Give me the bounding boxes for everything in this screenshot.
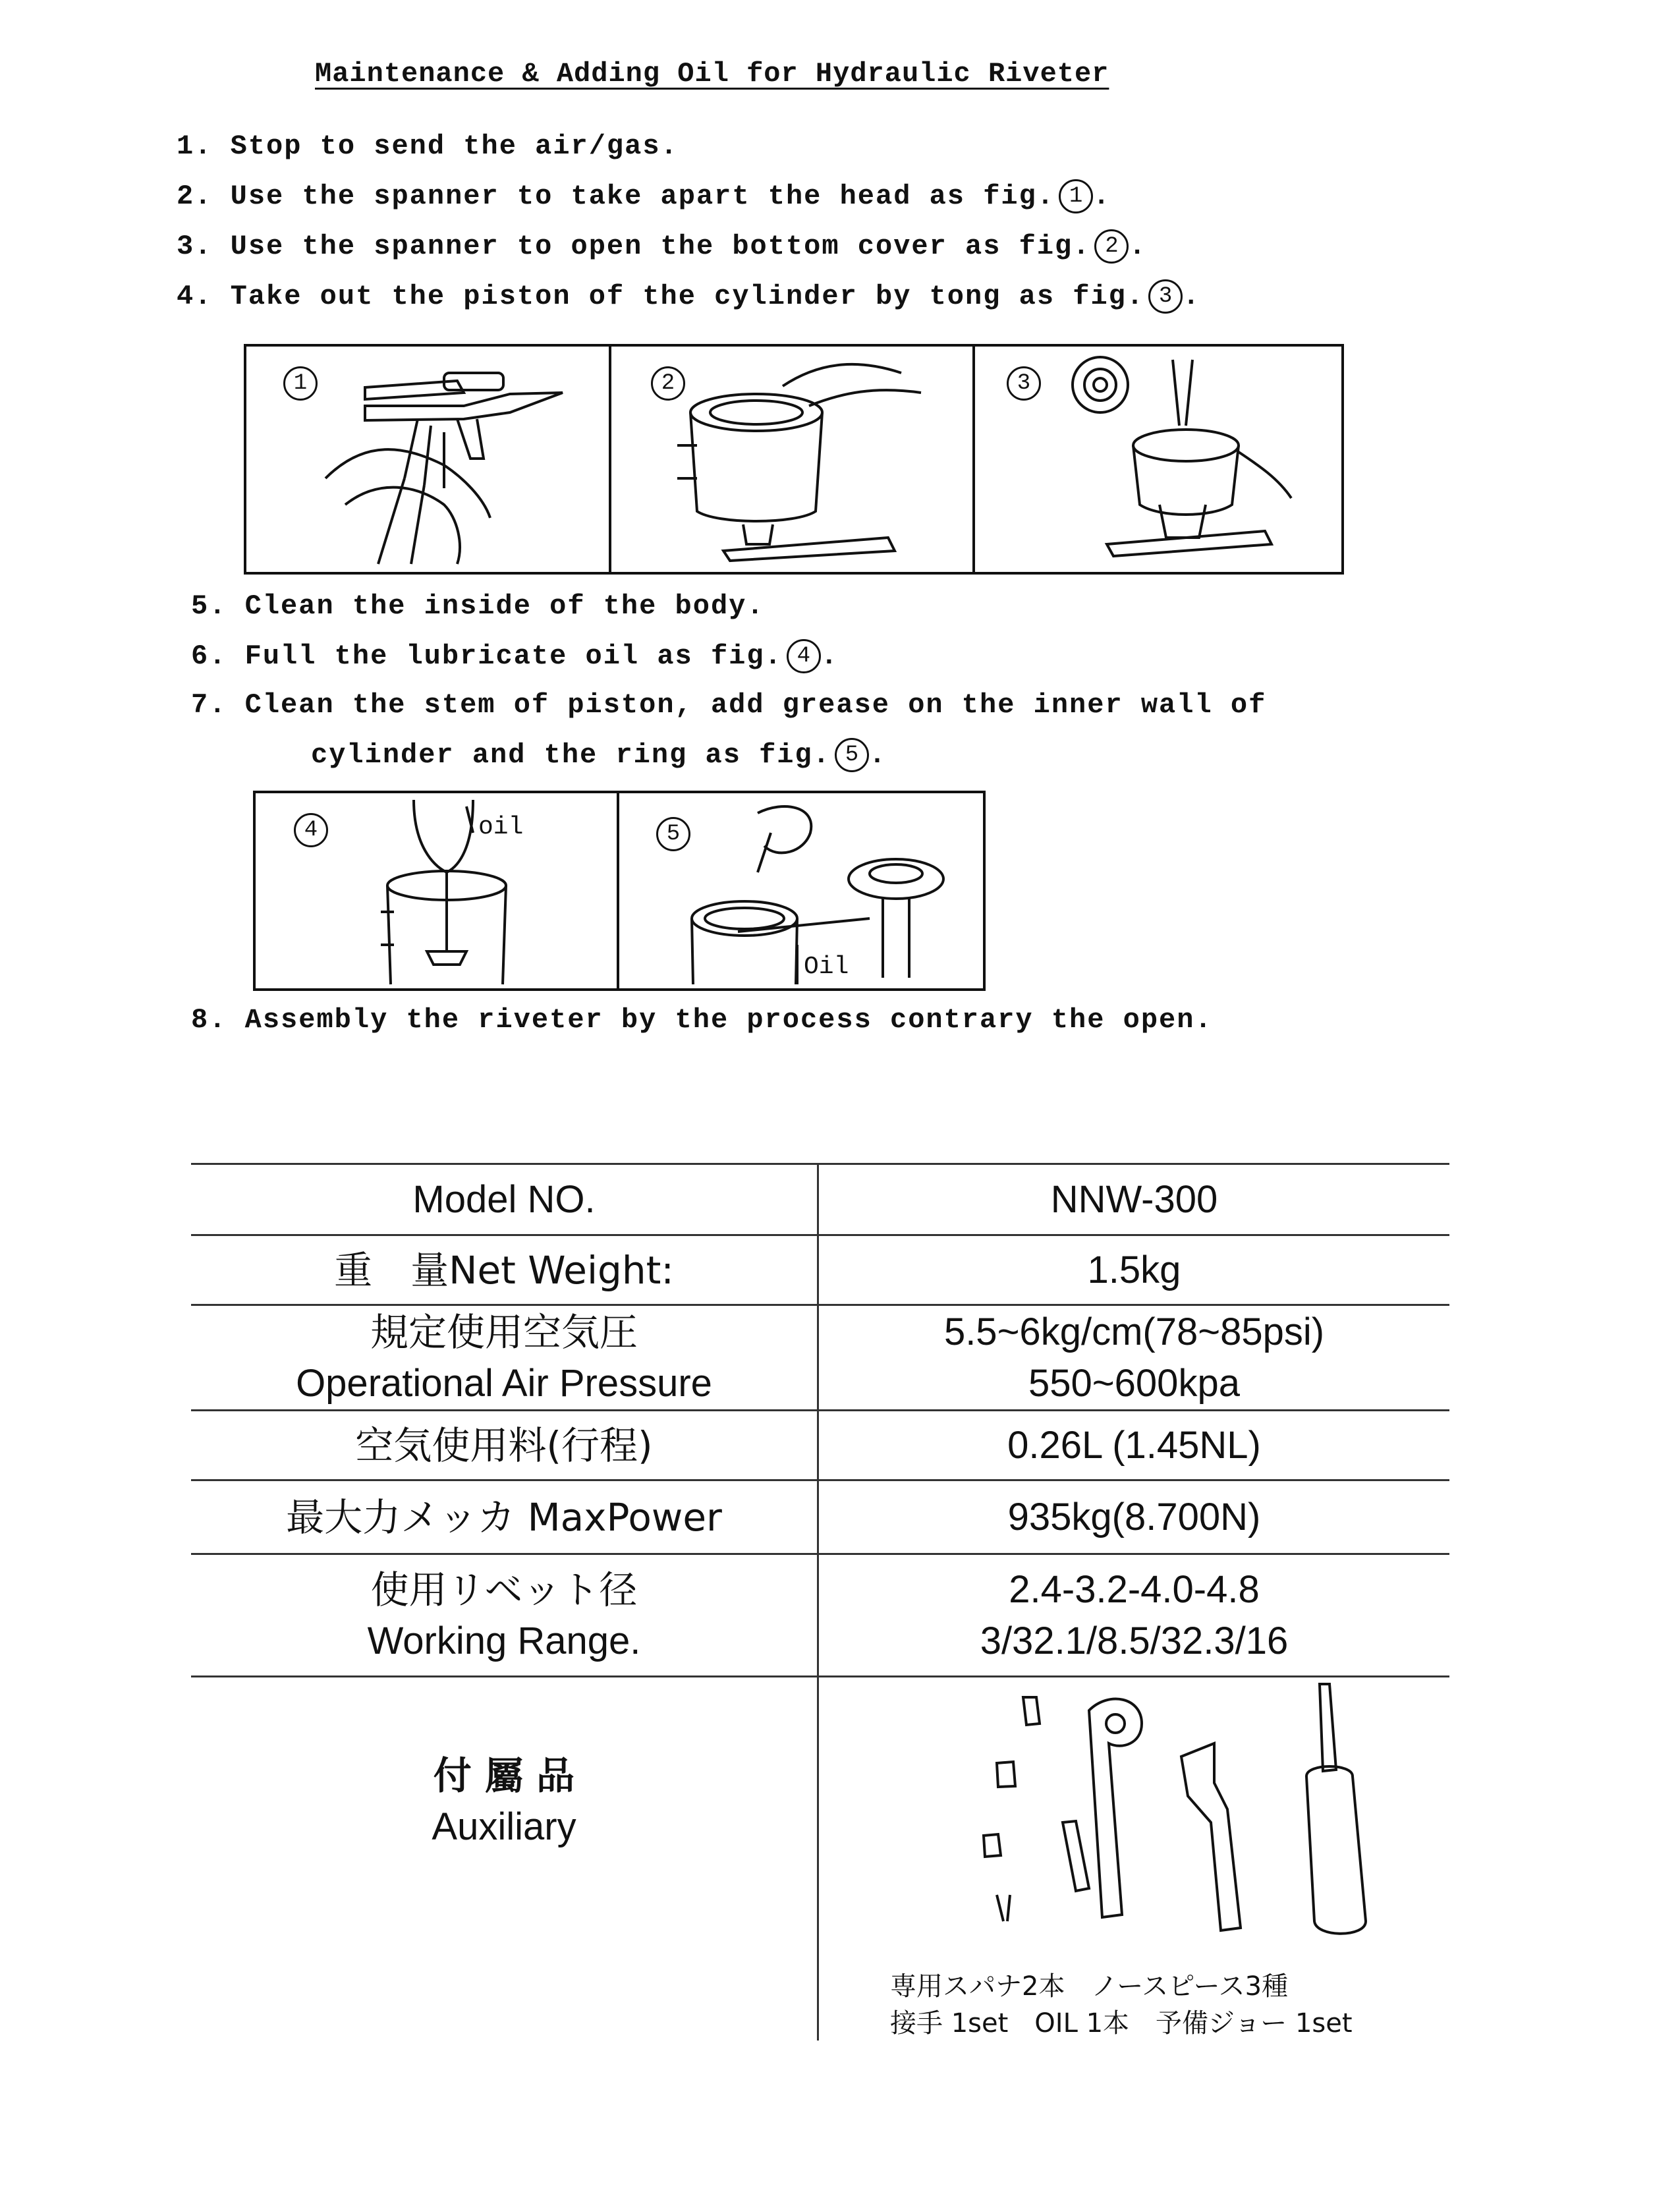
value-text: 0.26L (1.45NL)	[1007, 1423, 1261, 1467]
figure-ref-badge: 4	[787, 639, 821, 673]
step-7	[191, 689, 1266, 721]
figure-1-panel	[246, 347, 609, 572]
oil-label: Oil	[804, 953, 849, 981]
value-text: 550~600kpa	[1028, 1361, 1240, 1405]
spec-row-air-consumption	[191, 1411, 1449, 1480]
grease-application-illustration	[619, 793, 983, 988]
accessories-illustration-cell	[818, 1677, 1450, 2041]
figure-2-panel	[609, 347, 975, 572]
label-text-en: Auxiliary	[432, 1805, 576, 1848]
figure-number-badge: 5	[656, 817, 690, 851]
step-number: 7.	[191, 689, 227, 721]
riveter-head-removal-illustration	[246, 347, 609, 572]
accessory-caption-line-1: 専用スパナ2本 ノースピース3種	[890, 1971, 1289, 2002]
spec-value	[818, 1305, 1450, 1411]
step-text: Take out the piston of the cylinder by tong as fig.	[230, 281, 1145, 313]
step-2	[177, 179, 1111, 213]
step-number: 2.	[177, 181, 213, 213]
step-end-punct: .	[1183, 281, 1201, 313]
step-text: Clean the stem of piston, add grease on the inner wall of	[244, 689, 1267, 721]
step-number: 6.	[191, 640, 227, 673]
spec-value	[818, 1411, 1450, 1480]
spec-value	[818, 1235, 1450, 1305]
oil-filling-illustration	[256, 793, 617, 988]
step-text: Use the spanner to open the bottom cover as fig.	[230, 231, 1091, 263]
label-text-jp: 規定使用空気圧	[370, 1309, 638, 1355]
step-text: Use the spanner to take apart the head as fig.	[230, 181, 1055, 213]
spec-row-auxiliary	[191, 1677, 1449, 2041]
value-text: 1.5kg	[1087, 1248, 1181, 1291]
spec-label	[191, 1164, 818, 1235]
spec-label	[191, 1411, 818, 1480]
label-text-jp: 付 屬 品	[433, 1753, 575, 1798]
specification-table	[191, 1163, 1449, 2039]
label-text: Model NO.	[412, 1177, 596, 1221]
spec-value	[818, 1480, 1450, 1554]
figure-number-badge: 4	[294, 813, 328, 847]
step-number: 3.	[177, 231, 213, 263]
label-text-en: Operational Air Pressure	[296, 1361, 712, 1405]
step-end-punct: .	[868, 739, 887, 772]
spec-row-working-range	[191, 1554, 1449, 1677]
spec-row-weight	[191, 1235, 1449, 1305]
spec-row-air-pressure	[191, 1305, 1449, 1411]
figure-number-badge: 3	[1007, 366, 1041, 401]
value-text: 2.4-3.2-4.0-4.8	[1009, 1567, 1260, 1611]
step-number: 5.	[191, 590, 227, 622]
spec-row-max-power	[191, 1480, 1449, 1554]
step-number: 1.	[177, 130, 213, 162]
page-title: Maintenance & Adding Oil for Hydraulic Riveter	[315, 58, 1109, 90]
spec-value	[818, 1164, 1450, 1235]
spec-value	[818, 1554, 1450, 1677]
figure-ref-badge: 5	[835, 738, 869, 772]
accessory-caption-line-2: 接手 1set OIL 1本 予備ジョー 1set	[890, 2008, 1353, 2039]
step-number: 8.	[191, 1004, 227, 1036]
step-text: Assembly the riveter by the process contrary the open.	[244, 1004, 1213, 1036]
label-text: 重 量Net Weight:	[334, 1247, 674, 1293]
figure-ref-badge: 3	[1148, 279, 1183, 314]
figure-number-badge: 1	[283, 366, 318, 401]
spec-label	[191, 1480, 818, 1554]
figure-3-panel	[972, 347, 1341, 572]
piston-extraction-illustration	[975, 347, 1341, 572]
value-text: 935kg(8.700N)	[1007, 1495, 1261, 1538]
step-text: Clean the inside of the body.	[244, 590, 765, 622]
figure-number-badge: 2	[651, 366, 685, 401]
spec-row-model	[191, 1164, 1449, 1235]
accessories-illustration	[845, 1677, 1438, 1967]
figure-ref-badge: 1	[1059, 179, 1093, 213]
step-end-punct: .	[820, 640, 839, 673]
spec-label	[191, 1554, 818, 1677]
step-1	[177, 130, 679, 162]
label-text-jp: 使用リベット径	[370, 1567, 638, 1612]
label-text-en: Working Range.	[367, 1619, 641, 1662]
figure-row-1	[244, 344, 1344, 575]
value-text: 3/32.1/8.5/32.3/16	[980, 1619, 1289, 1662]
step-text: cylinder and the ring as fig.	[311, 739, 831, 772]
spec-label	[191, 1677, 818, 2041]
figure-row-2	[253, 791, 986, 991]
step-3	[177, 229, 1147, 264]
figure-5-panel	[617, 793, 983, 988]
step-6	[191, 639, 839, 673]
step-text: Stop to send the air/gas.	[230, 130, 679, 162]
label-text: 最大力メッカ MaxPower	[286, 1494, 722, 1540]
figure-4-panel	[256, 793, 617, 988]
step-8	[191, 1004, 1213, 1036]
step-number: 4.	[177, 281, 213, 313]
step-end-punct: .	[1093, 181, 1111, 213]
oil-label: oil	[478, 813, 524, 841]
step-4	[177, 279, 1200, 314]
figure-ref-badge: 2	[1094, 229, 1129, 264]
step-text: Full the lubricate oil as fig.	[244, 640, 783, 673]
bottom-cover-opening-illustration	[611, 347, 975, 572]
label-text: 空気使用料(行程)	[355, 1422, 653, 1468]
spec-label	[191, 1235, 818, 1305]
step-5	[191, 590, 765, 622]
value-text: NNW-300	[1050, 1177, 1218, 1221]
spec-label	[191, 1305, 818, 1411]
value-text: 5.5~6kg/cm(78~85psi)	[943, 1310, 1325, 1353]
step-7-continued	[311, 738, 887, 772]
step-end-punct: .	[1129, 231, 1147, 263]
